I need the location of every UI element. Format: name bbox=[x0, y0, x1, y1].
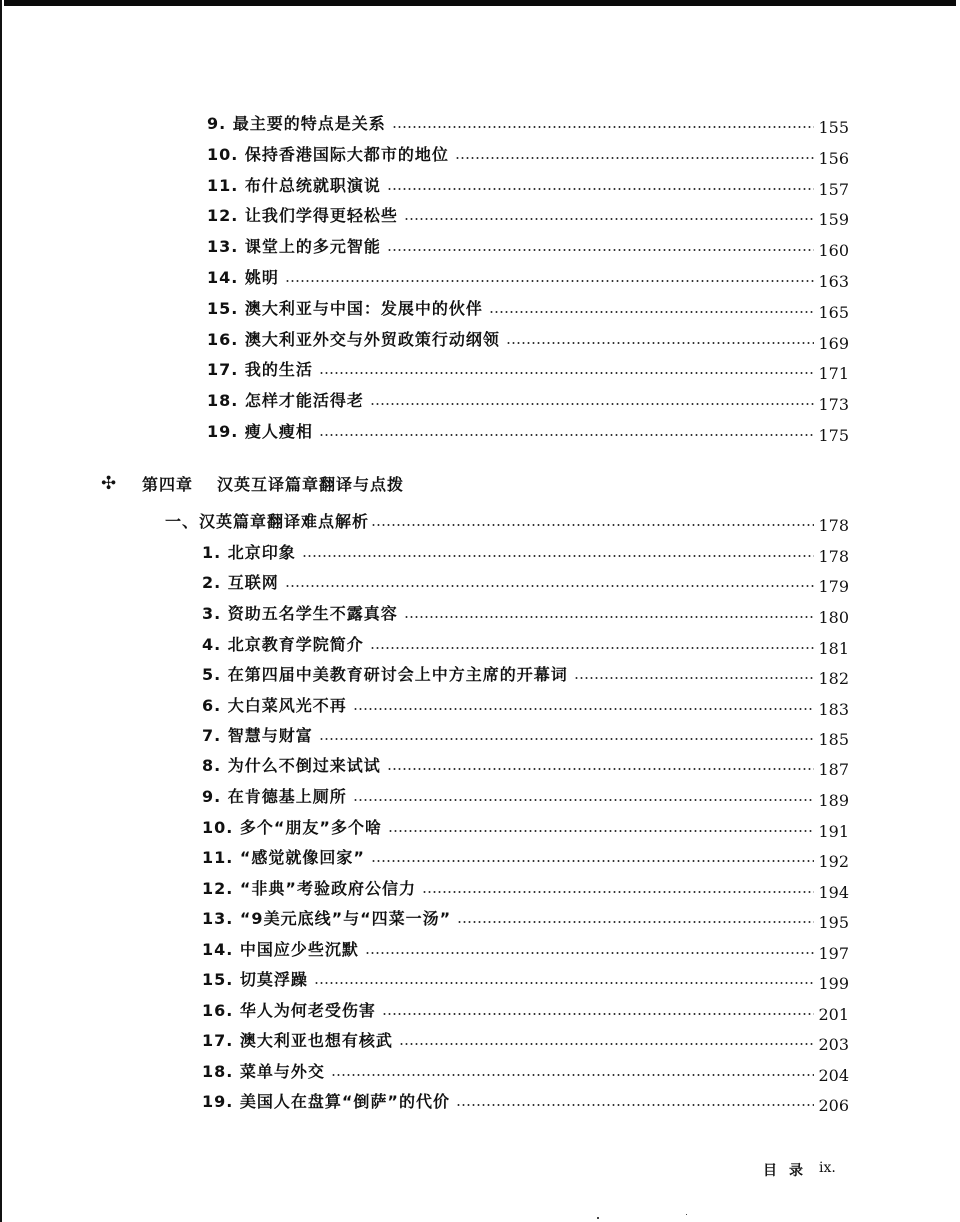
dot-leader bbox=[455, 155, 815, 161]
toc-entry-page: 159 bbox=[818, 210, 849, 229]
toc-entry[interactable] bbox=[202, 657, 849, 688]
toc-entry-page: 179 bbox=[818, 577, 849, 596]
scan-top-border bbox=[4, 0, 956, 6]
toc-entry[interactable] bbox=[202, 962, 849, 993]
toc-entry[interactable] bbox=[207, 322, 849, 353]
toc-entry-title: 9. 在肯德基上厕所 bbox=[202, 787, 347, 806]
dot-leader bbox=[388, 828, 815, 834]
dot-leader bbox=[371, 522, 814, 528]
dot-leader bbox=[319, 736, 815, 742]
toc-entry-title: 5. 在第四届中美教育研讨会上中方主席的开幕词 bbox=[202, 665, 568, 684]
dot-leader bbox=[422, 889, 815, 895]
toc-entry-title: 14. 中国应少些沉默 bbox=[202, 940, 359, 959]
toc-entry-page: 155 bbox=[818, 118, 849, 137]
toc-subsection[interactable] bbox=[165, 504, 849, 535]
toc-entry-page: 201 bbox=[818, 1005, 849, 1024]
toc-entry[interactable] bbox=[207, 352, 849, 383]
toc-entry-title: 15. 澳大利亚与中国：发展中的伙伴 bbox=[207, 299, 483, 318]
dot-leader bbox=[319, 432, 815, 438]
toc-entry-title: 19. 美国人在盘算“倒萨”的代价 bbox=[202, 1092, 450, 1111]
toc-entry-title: 6. 大白菜风光不再 bbox=[202, 696, 347, 715]
toc-entry[interactable] bbox=[207, 229, 849, 260]
toc-entry[interactable] bbox=[202, 718, 849, 749]
toc-entry-title: 17. 我的生活 bbox=[207, 360, 313, 379]
toc-entry-page: 175 bbox=[818, 426, 849, 445]
toc-entry[interactable] bbox=[207, 383, 849, 414]
toc-entry-title: 8. 为什么不倒过来试试 bbox=[202, 756, 381, 775]
toc-entry[interactable] bbox=[207, 198, 849, 229]
toc-entry[interactable] bbox=[202, 748, 849, 779]
toc-entry-page: 160 bbox=[818, 241, 849, 260]
toc-entry-page: 169 bbox=[818, 334, 849, 353]
toc-entry-page: 163 bbox=[818, 272, 849, 291]
toc-entry-page: 182 bbox=[818, 669, 849, 688]
toc-entry-page: 180 bbox=[818, 608, 849, 627]
toc-entry[interactable] bbox=[202, 627, 849, 658]
toc-entry[interactable] bbox=[207, 414, 849, 445]
toc-entry-page: 156 bbox=[818, 149, 849, 168]
toc-entry-title: 19. 瘦人瘦相 bbox=[207, 422, 313, 441]
toc-entry-page: 165 bbox=[818, 303, 849, 322]
dot-leader bbox=[353, 706, 815, 712]
toc-entry[interactable] bbox=[202, 932, 849, 963]
toc-entry-title: 11. 布什总统就职演说 bbox=[207, 176, 381, 195]
toc-entry-page: 157 bbox=[818, 180, 849, 199]
toc-entry-title: 2. 互联网 bbox=[202, 573, 279, 592]
subsection-page: 178 bbox=[818, 516, 849, 535]
toc-entry[interactable] bbox=[207, 137, 849, 168]
toc-entry-page: 173 bbox=[818, 395, 849, 414]
dot-leader bbox=[365, 950, 815, 956]
dot-leader bbox=[404, 614, 815, 620]
page-footer bbox=[763, 1160, 836, 1180]
toc-entry-title: 10. 保持香港国际大都市的地位 bbox=[207, 145, 449, 164]
toc-entry-page: 206 bbox=[818, 1096, 849, 1115]
toc-entry-page: 178 bbox=[818, 547, 849, 566]
footer-page-number: ix. bbox=[819, 1160, 836, 1176]
dot-leader bbox=[353, 797, 815, 803]
toc-entry-title: 13. 课堂上的多元智能 bbox=[207, 237, 381, 256]
toc-entry-title: 3. 资助五名学生不露真容 bbox=[202, 604, 398, 623]
toc-entry[interactable] bbox=[207, 291, 849, 322]
scan-speck bbox=[686, 1214, 687, 1215]
dot-leader bbox=[574, 675, 815, 681]
toc-entry[interactable] bbox=[202, 1023, 849, 1054]
subsection-title: 一、汉英篇章翻译难点解析 bbox=[165, 512, 370, 531]
toc-entry-title: 12. 让我们学得更轻松些 bbox=[207, 206, 398, 225]
dot-leader bbox=[457, 919, 814, 925]
toc-entry-page: 195 bbox=[818, 913, 849, 932]
dot-leader bbox=[404, 216, 815, 222]
toc-entry-title: 14. 姚明 bbox=[207, 268, 279, 287]
scan-speck bbox=[597, 1217, 599, 1219]
dot-leader bbox=[285, 583, 815, 589]
toc-entry[interactable] bbox=[202, 565, 849, 596]
dot-leader bbox=[371, 858, 815, 864]
toc-entry[interactable] bbox=[207, 260, 849, 291]
dot-leader bbox=[285, 278, 815, 284]
dot-leader bbox=[387, 186, 815, 192]
dot-leader bbox=[302, 553, 815, 559]
dot-leader bbox=[314, 980, 815, 986]
toc-entry-page: 192 bbox=[818, 852, 849, 871]
toc-entry[interactable] bbox=[202, 1054, 849, 1085]
toc-entry-title: 4. 北京教育学院简介 bbox=[202, 635, 364, 654]
dot-leader bbox=[319, 370, 815, 376]
toc-entry-title: 9. 最主要的特点是关系 bbox=[207, 114, 386, 133]
toc-entry[interactable] bbox=[202, 993, 849, 1024]
toc-entry-title: 15. 切莫浮躁 bbox=[202, 970, 308, 989]
toc-entry-page: 185 bbox=[818, 730, 849, 749]
toc-entry[interactable] bbox=[202, 535, 849, 566]
toc-entry[interactable] bbox=[207, 106, 849, 137]
toc-entry-page: 197 bbox=[818, 944, 849, 963]
toc-entry-title: 11. “感觉就像回家” bbox=[202, 848, 365, 867]
toc-entry-title: 18. 菜单与外交 bbox=[202, 1062, 325, 1081]
toc-entry-title: 1. 北京印象 bbox=[202, 543, 296, 562]
dot-leader bbox=[331, 1072, 815, 1078]
footer-label-part1: 目 bbox=[763, 1163, 777, 1179]
toc-entry-title: 18. 怎样才能活得老 bbox=[207, 391, 364, 410]
toc-entry-title: 7. 智慧与财富 bbox=[202, 726, 313, 745]
toc-entry[interactable] bbox=[202, 810, 849, 841]
dot-leader bbox=[456, 1102, 815, 1108]
toc-entry-title: 17. 澳大利亚也想有核武 bbox=[202, 1031, 393, 1050]
dot-leader bbox=[399, 1041, 815, 1047]
dot-leader bbox=[392, 124, 815, 130]
toc-entry-page: 171 bbox=[818, 364, 849, 383]
toc-entry-page: 203 bbox=[818, 1035, 849, 1054]
dot-leader bbox=[370, 645, 815, 651]
toc-entry[interactable] bbox=[202, 871, 849, 902]
toc-entry-title: 16. 澳大利亚外交与外贸政策行动纲领 bbox=[207, 330, 500, 349]
toc-entry[interactable] bbox=[202, 779, 849, 810]
toc-entry-title: 12. “非典”考验政府公信力 bbox=[202, 879, 416, 898]
dot-leader bbox=[370, 401, 815, 407]
toc-entry-page: 204 bbox=[818, 1066, 849, 1085]
toc-entry-title: 13. “9美元底线”与“四菜一汤” bbox=[202, 909, 452, 928]
toc-entry-page: 187 bbox=[818, 760, 849, 779]
toc-entry-page: 183 bbox=[818, 700, 849, 719]
chapter-title: 汉英互译篇章翻译与点拨 bbox=[217, 475, 405, 494]
toc-entry[interactable] bbox=[202, 596, 849, 627]
chapter-number: 第四章 bbox=[142, 475, 194, 494]
toc-entry-page: 199 bbox=[818, 974, 849, 993]
dot-leader bbox=[506, 340, 815, 346]
toc-entry[interactable] bbox=[202, 1084, 849, 1115]
toc-entry[interactable] bbox=[202, 901, 849, 932]
cross-ornament-icon: ✣ bbox=[100, 473, 118, 494]
toc-entry-title: 16. 华人为何老受伤害 bbox=[202, 1001, 376, 1020]
chapter-heading[interactable] bbox=[100, 472, 404, 495]
toc-entry-title: 10. 多个“朋友”多个啥 bbox=[202, 818, 382, 837]
toc-entry-page: 191 bbox=[818, 822, 849, 841]
scan-left-border bbox=[0, 0, 2, 1222]
dot-leader bbox=[387, 766, 815, 772]
toc-entry-page: 181 bbox=[818, 639, 849, 658]
footer-label-part2: 录 bbox=[789, 1163, 803, 1179]
dot-leader bbox=[387, 247, 815, 253]
toc-entry-page: 194 bbox=[818, 883, 849, 902]
toc-entry[interactable] bbox=[202, 688, 849, 719]
toc-entry[interactable] bbox=[202, 840, 849, 871]
dot-leader bbox=[382, 1011, 815, 1017]
dot-leader bbox=[489, 309, 815, 315]
toc-entry[interactable] bbox=[207, 168, 849, 199]
toc-entry-page: 189 bbox=[818, 791, 849, 810]
